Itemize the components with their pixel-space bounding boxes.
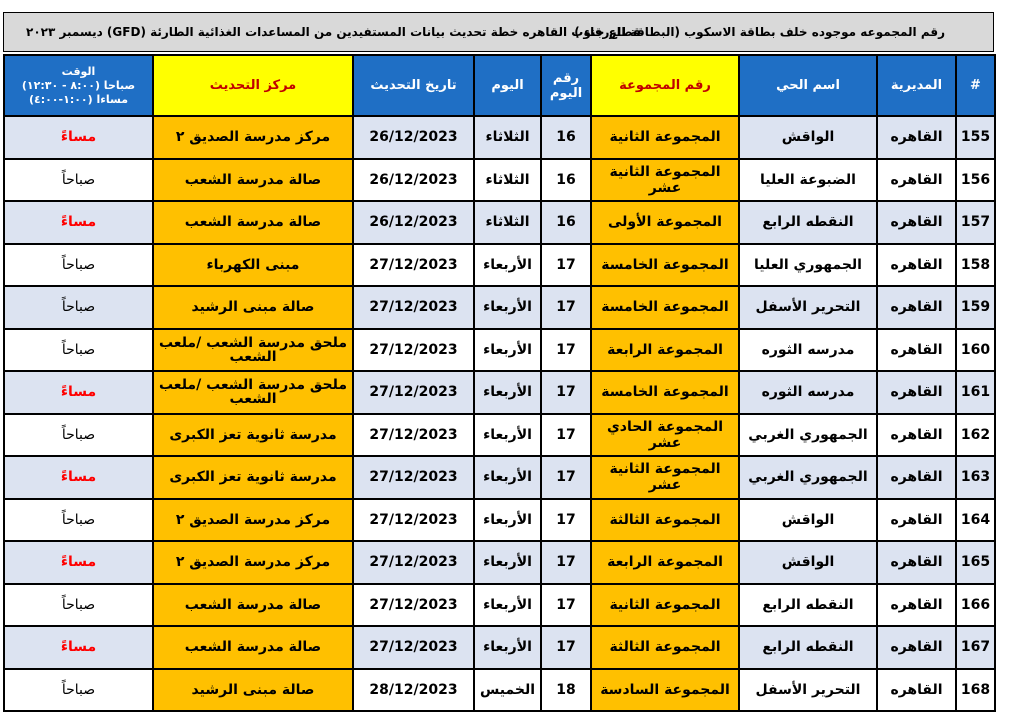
- table-row: [4, 626, 995, 669]
- row-day-number: 16: [541, 159, 591, 202]
- row-day-number: 17: [541, 371, 591, 414]
- row-district: الجمهوري الغربي: [739, 414, 877, 457]
- row-time: صباحاً: [4, 244, 153, 287]
- row-day-number: 16: [541, 201, 591, 244]
- row-time: صباحاً: [4, 286, 153, 329]
- schedule-table: [3, 54, 996, 712]
- row-index: 167: [956, 626, 995, 669]
- row-directorate: القاهره: [877, 669, 956, 712]
- row-day: الثلاثاء: [474, 116, 541, 159]
- table-row: [4, 541, 995, 584]
- row-date: 27/12/2023: [353, 626, 474, 669]
- row-date: 26/12/2023: [353, 116, 474, 159]
- row-date: 28/12/2023: [353, 669, 474, 712]
- row-day: الأربعاء: [474, 456, 541, 499]
- row-group: المجموعة الخامسة: [591, 244, 739, 287]
- row-date: 27/12/2023: [353, 371, 474, 414]
- row-group: المجموعة السادسة: [591, 669, 739, 712]
- row-index: 157: [956, 201, 995, 244]
- row-district: الضبوعة العليا: [739, 159, 877, 202]
- row-index: 166: [956, 584, 995, 627]
- table-row: [4, 456, 995, 499]
- header-row: [4, 55, 995, 116]
- row-day: الأربعاء: [474, 244, 541, 287]
- row-directorate: القاهره: [877, 286, 956, 329]
- row-directorate: القاهره: [877, 584, 956, 627]
- row-center: مدرسة ثانوية تعز الكبرى: [153, 456, 353, 499]
- col-header-time: [4, 55, 153, 116]
- row-center: صالة مدرسة الشعب: [153, 626, 353, 669]
- row-group: المجموعة الرابعة: [591, 329, 739, 372]
- row-district: الواقش: [739, 116, 877, 159]
- row-day-number: 17: [541, 456, 591, 499]
- row-day-number: 17: [541, 329, 591, 372]
- row-group: المجموعة الثانية: [591, 116, 739, 159]
- row-day-number: 17: [541, 584, 591, 627]
- row-directorate: القاهره: [877, 456, 956, 499]
- group-card-note: رقم المجموعه موجوده خلف بطاقة الاسكوب (البطاقة الزرقاء ): [574, 25, 945, 39]
- row-group: المجموعة الأولى: [591, 201, 739, 244]
- row-center: صالة مبنى الرشيد: [153, 669, 353, 712]
- row-district: الجمهوري الغربي: [739, 456, 877, 499]
- row-day: الأربعاء: [474, 626, 541, 669]
- row-center: مركز مدرسة الصديق ٢: [153, 116, 353, 159]
- table-row: [4, 371, 995, 414]
- row-center: مركز مدرسة الصديق ٢: [153, 499, 353, 542]
- col-header-directorate: المديرية: [877, 55, 956, 116]
- row-index: 159: [956, 286, 995, 329]
- row-index: 155: [956, 116, 995, 159]
- row-district: التحرير الأسفل: [739, 286, 877, 329]
- row-time: مساءً: [4, 541, 153, 584]
- row-center: صالة مبنى الرشيد: [153, 286, 353, 329]
- row-group: المجموعة الخامسة: [591, 371, 739, 414]
- row-day: الثلاثاء: [474, 201, 541, 244]
- row-directorate: القاهره: [877, 626, 956, 669]
- row-group: المجموعة الثانية عشر: [591, 456, 739, 499]
- col-header-district: اسم الحي: [739, 55, 877, 116]
- row-day-number: 17: [541, 626, 591, 669]
- row-center: صالة مدرسة الشعب: [153, 159, 353, 202]
- row-directorate: القاهره: [877, 244, 956, 287]
- row-date: 27/12/2023: [353, 244, 474, 287]
- row-directorate: القاهره: [877, 116, 956, 159]
- row-index: 160: [956, 329, 995, 372]
- row-center: ملحق مدرسة الشعب /ملعب الشعب: [153, 329, 353, 372]
- row-index: 158: [956, 244, 995, 287]
- row-day: الخميس: [474, 669, 541, 712]
- title-bar: [3, 12, 994, 52]
- row-directorate: القاهره: [877, 371, 956, 414]
- table-row: [4, 201, 995, 244]
- row-directorate: القاهره: [877, 414, 956, 457]
- col-header-index: #: [956, 55, 995, 116]
- table-row: [4, 414, 995, 457]
- row-date: 27/12/2023: [353, 456, 474, 499]
- row-district: الواقش: [739, 541, 877, 584]
- row-time: صباحاً: [4, 584, 153, 627]
- row-time: صباحاً: [4, 669, 153, 712]
- row-date: 27/12/2023: [353, 584, 474, 627]
- row-center: مركز مدرسة الصديق ٢: [153, 541, 353, 584]
- row-directorate: القاهره: [877, 201, 956, 244]
- col-header-day: اليوم: [474, 55, 541, 116]
- row-group: المجموعة الثالثة: [591, 499, 739, 542]
- time-evening-range: مساءا (١:٠٠-٤:٠٠): [28, 92, 129, 106]
- table-row: [4, 116, 995, 159]
- row-district: الواقش: [739, 499, 877, 542]
- schedule-sheet: [3, 12, 996, 712]
- row-day: الأربعاء: [474, 584, 541, 627]
- table-row: [4, 499, 995, 542]
- row-group: المجموعة الثانية: [591, 584, 739, 627]
- row-time: مساءً: [4, 456, 153, 499]
- row-day: الأربعاء: [474, 329, 541, 372]
- row-day-number: 18: [541, 669, 591, 712]
- col-header-center: مركز التحديث: [153, 55, 353, 116]
- table-row: [4, 286, 995, 329]
- row-date: 27/12/2023: [353, 541, 474, 584]
- row-date: 26/12/2023: [353, 201, 474, 244]
- row-time: صباحاً: [4, 159, 153, 202]
- table-row: [4, 329, 995, 372]
- row-directorate: القاهره: [877, 159, 956, 202]
- row-time: صباحاً: [4, 329, 153, 372]
- row-day-number: 17: [541, 244, 591, 287]
- row-date: 27/12/2023: [353, 414, 474, 457]
- row-index: 168: [956, 669, 995, 712]
- row-center: صالة مدرسة الشعب: [153, 201, 353, 244]
- row-district: مدرسه الثوره: [739, 329, 877, 372]
- row-index: 156: [956, 159, 995, 202]
- row-district: مدرسه الثوره: [739, 371, 877, 414]
- row-day: الأربعاء: [474, 286, 541, 329]
- row-date: 27/12/2023: [353, 286, 474, 329]
- row-district: النقطه الرابع: [739, 584, 877, 627]
- row-district: التحرير الأسفل: [739, 669, 877, 712]
- row-center: ملحق مدرسة الشعب /ملعب الشعب: [153, 371, 353, 414]
- row-group: المجموعة الثانية عشر: [591, 159, 739, 202]
- row-district: الجمهوري العليا: [739, 244, 877, 287]
- row-group: المجموعة الرابعة: [591, 541, 739, 584]
- col-header-date: تاريخ التحديث: [353, 55, 474, 116]
- row-group: المجموعة الخامسة: [591, 286, 739, 329]
- row-day: الأربعاء: [474, 414, 541, 457]
- row-index: 163: [956, 456, 995, 499]
- row-directorate: القاهره: [877, 329, 956, 372]
- row-center: مدرسة ثانوية تعز الكبرى: [153, 414, 353, 457]
- row-time: مساءً: [4, 201, 153, 244]
- row-time: صباحاً: [4, 414, 153, 457]
- table-row: [4, 159, 995, 202]
- row-day-number: 17: [541, 541, 591, 584]
- row-time: مساءً: [4, 626, 153, 669]
- row-center: مبنى الكهرباء: [153, 244, 353, 287]
- row-date: 27/12/2023: [353, 499, 474, 542]
- row-group: المجموعة الثالثة: [591, 626, 739, 669]
- row-district: النقطه الرابع: [739, 626, 877, 669]
- row-day-number: 17: [541, 286, 591, 329]
- col-header-group: رقم المجموعة: [591, 55, 739, 116]
- row-day: الأربعاء: [474, 371, 541, 414]
- row-directorate: القاهره: [877, 541, 956, 584]
- table-row: [4, 584, 995, 627]
- row-time: صباحاً: [4, 499, 153, 542]
- row-district: النقطه الرابع: [739, 201, 877, 244]
- time-title: الوقت: [61, 64, 96, 78]
- row-index: 161: [956, 371, 995, 414]
- row-day: الأربعاء: [474, 499, 541, 542]
- row-group: المجموعة الحادي عشر: [591, 414, 739, 457]
- row-index: 164: [956, 499, 995, 542]
- row-date: 26/12/2023: [353, 159, 474, 202]
- row-day-number: 17: [541, 499, 591, 542]
- row-index: 162: [956, 414, 995, 457]
- sheet-title: قطاع جنوب القاهره خطة تحديث بيانات المستفيدين من المساعدات الغذائية الطارئة (GFD) ديسمبر ٢٠٢٣: [26, 25, 641, 39]
- row-date: 27/12/2023: [353, 329, 474, 372]
- row-time: مساءً: [4, 116, 153, 159]
- row-day: الثلاثاء: [474, 159, 541, 202]
- time-morning-range: صباحا (٨:٠٠ - ١٢:٣٠): [21, 78, 136, 92]
- col-header-day-number: رقم اليوم: [541, 55, 591, 116]
- row-day-number: 17: [541, 414, 591, 457]
- row-day-number: 16: [541, 116, 591, 159]
- row-day: الأربعاء: [474, 541, 541, 584]
- row-directorate: القاهره: [877, 499, 956, 542]
- table-row: [4, 669, 995, 712]
- row-index: 165: [956, 541, 995, 584]
- table-row: [4, 244, 995, 287]
- row-time: مساءً: [4, 371, 153, 414]
- row-center: صالة مدرسة الشعب: [153, 584, 353, 627]
